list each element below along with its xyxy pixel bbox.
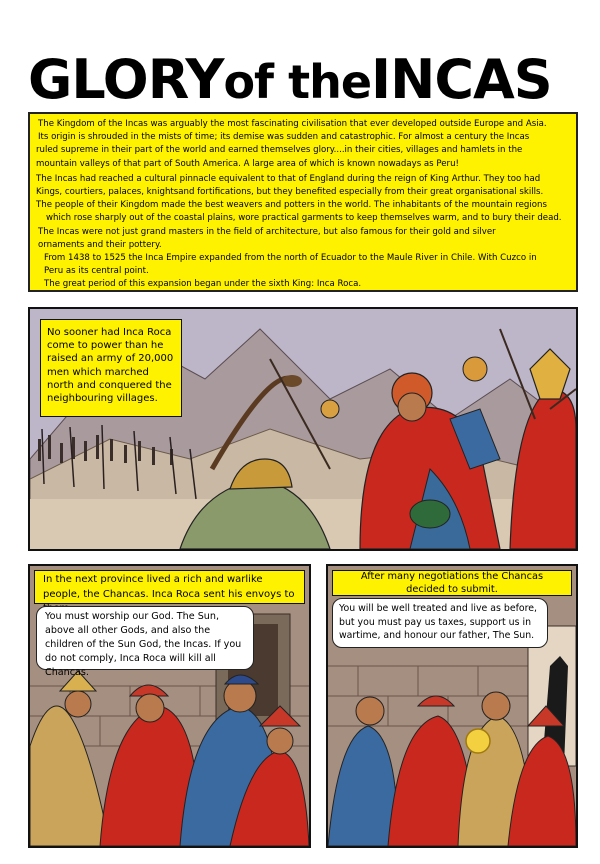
intro-text-box [28,112,578,292]
panel-submission-caption: After many negotiations the Chancas decided to submit. [332,570,572,596]
intro-line: The people of their Kingdom made the best weavers and potters in the world. The inhabitants of the mountain regions [36,200,547,211]
panel-submission [326,564,578,848]
intro-line: Peru as its central point. [44,266,149,277]
intro-line: From 1438 to 1525 the Inca Empire expanded from the north of Ecuador to the Maule River in Chile. With Cuzco in [44,253,537,264]
intro-line: Its origin is shrouded in the mists of time; its demise was sudden and catastrophic. For almost a century the Incas [38,132,530,143]
intro-line: Kings, courtiers, palaces, knightsand fortifications, but they benefited especially from their great organisational skills. [36,187,544,198]
intro-line: ornaments and their pottery. [38,239,162,250]
intro-line: The Incas had reached a cultural pinnacle equivalent to that of England during the reign of King Arthur. They too had [36,173,541,184]
page-title [28,50,588,110]
panel-battle-caption: No sooner had Inca Roca come to power than he raised an army of 20,000 men which marched north and conquered the neighbouring villages. [40,319,182,417]
intro-line: The Kingdom of the Incas was arguably the most fascinating civilisation that ever developed outside Europe and Asia. [38,119,547,129]
panel-battle [28,307,578,551]
title-part-of-the: of the [223,55,372,109]
intro-line: The Incas were not just grand masters in the field of architecture, but also famous for their gold and silver [38,226,496,237]
inca-speech-bubble: You will be well treated and live as before, but you must pay us taxes, support us in wartime, and honour our father, The Sun. [332,598,548,648]
intro-line: which rose sharply out of the coastal plains, wore practical garments to keep themselves warm, and to bury their dead. [46,213,562,224]
title-part-glory: GLORY [28,48,224,111]
intro-line: The great period of this expansion began under the sixth King: Inca Roca. [44,279,362,290]
intro-line: ruled supreme in their part of the world and earned themselves glory....in their cities, villages and hamlets in the [36,145,523,156]
panel-envoys [28,564,311,848]
intro-line: mountain valleys of that part of South America. A large area of which is known nowadays as Peru! [36,158,459,169]
title-part-incas: INCAS [371,48,552,111]
panel-envoys-caption: In the next province lived a rich and warlike people, the Chancas. Inca Roca sent his envoys to [34,570,305,604]
envoy-speech-bubble: You must worship our God. The Sun, above all other Gods, and also the children of the Sun God, the Incas. If you do not comply, Inca Roca will kill all Chancas. [36,606,254,670]
